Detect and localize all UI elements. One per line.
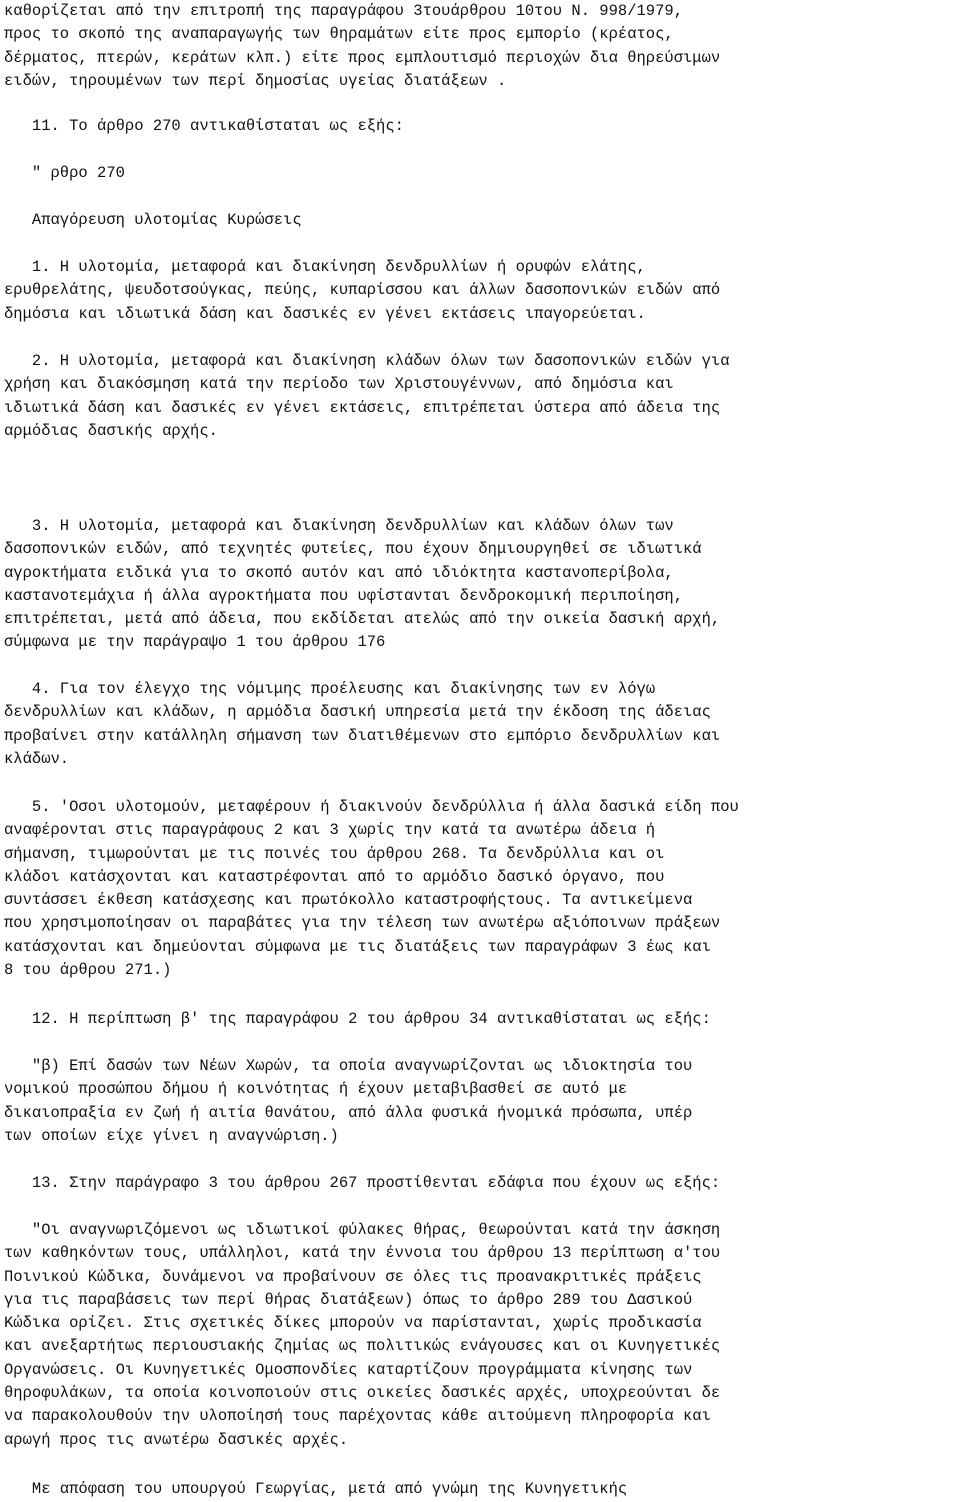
item-13-text [4, 1219, 720, 1452]
text-line: 1. Η υλοτομία, μεταφορά και διακίνηση δενδρυλλίων ή ορυφών ελάτης, [4, 258, 646, 276]
text-line: 8 του άρθρου 271.) [4, 961, 172, 980]
text-line: δημόσια και ιδιωτικά δάση και δασικές εν γένει εκτάσεις ιπαγορεύεται. [4, 304, 646, 323]
text-line: αρωγή προς τις ανωτέρω δασικές αρχές. [4, 1430, 349, 1449]
text-line: συντάσσει έκθεση κατάσχεσης και πρωτόκολλο καταστροφήςτους. Τα αντικείμενα [4, 891, 693, 910]
text-line: αγροκτήματα ειδικά για το σκοπό αυτόν και από ιδιόκτητα καστανοπερίβολα, [4, 563, 674, 582]
text-line: ερυθρελάτης, ψευδοτσούγκας, πεύης, κυπαρίσσου και άλλων δασοπονικών ειδών από [4, 281, 721, 300]
paragraph-2 [4, 350, 730, 443]
text-line: δενδρυλλίων και κλάδων, η αρμόδια δασική υπηρεσία μετά την έκδοση της άδειας [4, 703, 711, 722]
text-line: αρμόδιας δασικής αρχής. [4, 421, 218, 440]
text-line: χρήση και διακόσμηση κατά την περίοδο των Χριστουγέννων, από δημόσια και [4, 375, 674, 394]
article-title [4, 209, 302, 232]
text-line: καστανοτεμάχια ή άλλα αγροκτήματα που υφίστανται δενδροκομική περιποίηση, [4, 586, 684, 605]
text-line: προβαίνει στην κατάλληλη σήμανση των διατιθέμενων στο εμπόριο δενδρυλλίων και [4, 726, 721, 745]
text-line: " ρθρο 270 [4, 164, 125, 182]
intro-paragraph [4, 0, 720, 93]
text-line: των καθηκόντων τους, υπάλληλοι, κατά την έννοια του άρθρου 13 περίπτωση α'του [4, 1244, 721, 1263]
text-line: ιδιωτικά δάση και δασικές εν γένει εκτάσεις, επιτρέπεται ύστερα από άδεια της [4, 398, 721, 417]
text-line: για τις παραβάσεις των περί θήρας διατάξεων) όπως το άρθρο 289 του Δασικού [4, 1290, 693, 1309]
paragraph-1 [4, 256, 720, 326]
text-line: κλάδοι κατάσχονται και καταστρέφονται από το αρμόδιο δασικό όργανο, που [4, 867, 665, 886]
text-line: που χρησιμοποίησαν οι παραβάτες για την τέλεση των ανωτέρω αξιόποινων πράξεων [4, 914, 721, 933]
text-line: καθορίζεται από την επιτροπή της παραγράφου 3τουάρθρου 10του Ν. 998/1979, [4, 2, 684, 20]
text-line: Απαγόρευση υλοτομίας Κυρώσεις [4, 211, 302, 229]
text-line: νομικού προσώπου δήμου ή κοινότητας ή έχουν μεταβιβασθεί σε αυτό με [4, 1080, 628, 1099]
item-13-paragraph [4, 1172, 720, 1195]
text-line: Με απόφαση του υπουργού Γεωργίας, μετά από γνώμη της Κυνηγετικής [4, 1480, 628, 1498]
paragraph-4 [4, 678, 720, 771]
text-line: 2. Η υλοτομία, μεταφορά και διακίνηση κλάδων όλων των δασοπονικών ειδών για [4, 352, 730, 370]
text-line: Οργανώσεις. Οι Κυνηγετικές Ομοσπονδίες καταρτίζουν προγράμματα κίνησης των [4, 1360, 693, 1379]
text-line: αναφέρονται στις παραγράφους 2 και 3 χωρίς την κατά τα ανωτέρω άδεια ή [4, 821, 656, 840]
item-12-text [4, 1055, 692, 1148]
text-line: δικαιοπραξία εν ζωή ή αιτία θανάτου, από άλλα φυσικά ήνομικά πρόσωπα, υπέρ [4, 1103, 693, 1122]
text-line: 3. Η υλοτομία, μεταφορά και διακίνηση δενδρυλλίων και κλάδων όλων των [4, 517, 674, 535]
text-line: σύμφωνα με την παράγραψο 1 του άρθρου 176 [4, 633, 386, 652]
article-heading [4, 162, 125, 185]
text-line: 13. Στην παράγραφο 3 του άρθρου 267 προστίθενται εδάφια που έχουν ως εξής: [4, 1174, 721, 1192]
text-line: και ανεξαρτήτως περιουσιακής ζημίας ως πολιτικώς ενάγουσες και οι Κυνηγετικές [4, 1337, 721, 1356]
text-line: να παρακολουθούν την υλοποίησή τους παρέχοντας κάθε αιτούμενη πληροφορία και [4, 1407, 711, 1426]
text-line: επιτρέπεται, μετά από άδεια, που εκδίδεται ατελώς από την οικεία δασική αρχή, [4, 610, 721, 629]
text-line: δέρματος, πτερών, κεράτων κλπ.) είτε προς εμπλουτισμό περιοχών δια θηρεύσιμων [4, 48, 721, 67]
closing-paragraph [4, 1478, 627, 1501]
text-line: κλάδων. [4, 749, 70, 768]
text-line: 11. Το άρθρο 270 αντικαθίσταται ως εξής: [4, 117, 404, 135]
text-line: θηροφυλάκων, τα οποία κοινοποιούν στις οικείες δασικές αρχές, υποχρεούνται δε [4, 1384, 721, 1403]
item-11-paragraph [4, 115, 404, 138]
text-line: κατάσχονται και δημεύονται σύμφωνα με τις διατάξεις των παραγράφων 3 έως και [4, 937, 711, 956]
paragraph-5 [4, 796, 739, 982]
text-line: Ποινικού Κώδικα, δυνάμενοι να προβαίνουν σε όλες τις προανακριτικές πράξεις [4, 1267, 702, 1286]
text-line: των οποίων είχε γίνει η αναγνώριση.) [4, 1126, 339, 1145]
text-line: σήμανση, τιμωρούνται με τις ποινές του άρθρου 268. Τα δενδρύλλια και οι [4, 844, 665, 863]
text-line: 4. Για τον έλεγχο της νόμιμης προέλευσης και διακίνησης των εν λόγω [4, 680, 656, 698]
text-line: προς το σκοπό της αναπαραγωγής των θηραμάτων είτε προς εμπορίο (κρέατος, [4, 25, 674, 44]
text-line: 5. 'Οσοι υλοτομούν, μεταφέρουν ή διακινούν δενδρύλλια ή άλλα δασικά είδη που [4, 798, 739, 816]
text-line: "β) Επί δασών των Νέων Χωρών, τα οποία αναγνωρίζονται ως ιδιοκτησία του [4, 1057, 693, 1075]
text-line: δασοπονικών ειδών, από τεχνητές φυτείες, που έχουν δημιουργηθεί σε ιδιωτικά [4, 540, 702, 559]
paragraph-3 [4, 515, 720, 655]
text-line: ειδών, τηρουμένων των περί δημοσίας υγείας διατάξεων . [4, 71, 507, 90]
text-line: Κώδικα ορίζει. Στις σχετικές δίκες μπορούν να παρίστανται, χωρίς προδικασία [4, 1314, 702, 1333]
text-line: 12. Η περίπτωση β' της παραγράφου 2 του άρθρου 34 αντικαθίσταται ως εξής: [4, 1010, 711, 1028]
document-page [4, 0, 960, 1498]
item-12-paragraph [4, 1008, 711, 1031]
text-line: "Οι αναγνωριζόμενοι ως ιδιωτικοί φύλακες θήρας, θεωρούνται κατά την άσκηση [4, 1221, 721, 1239]
